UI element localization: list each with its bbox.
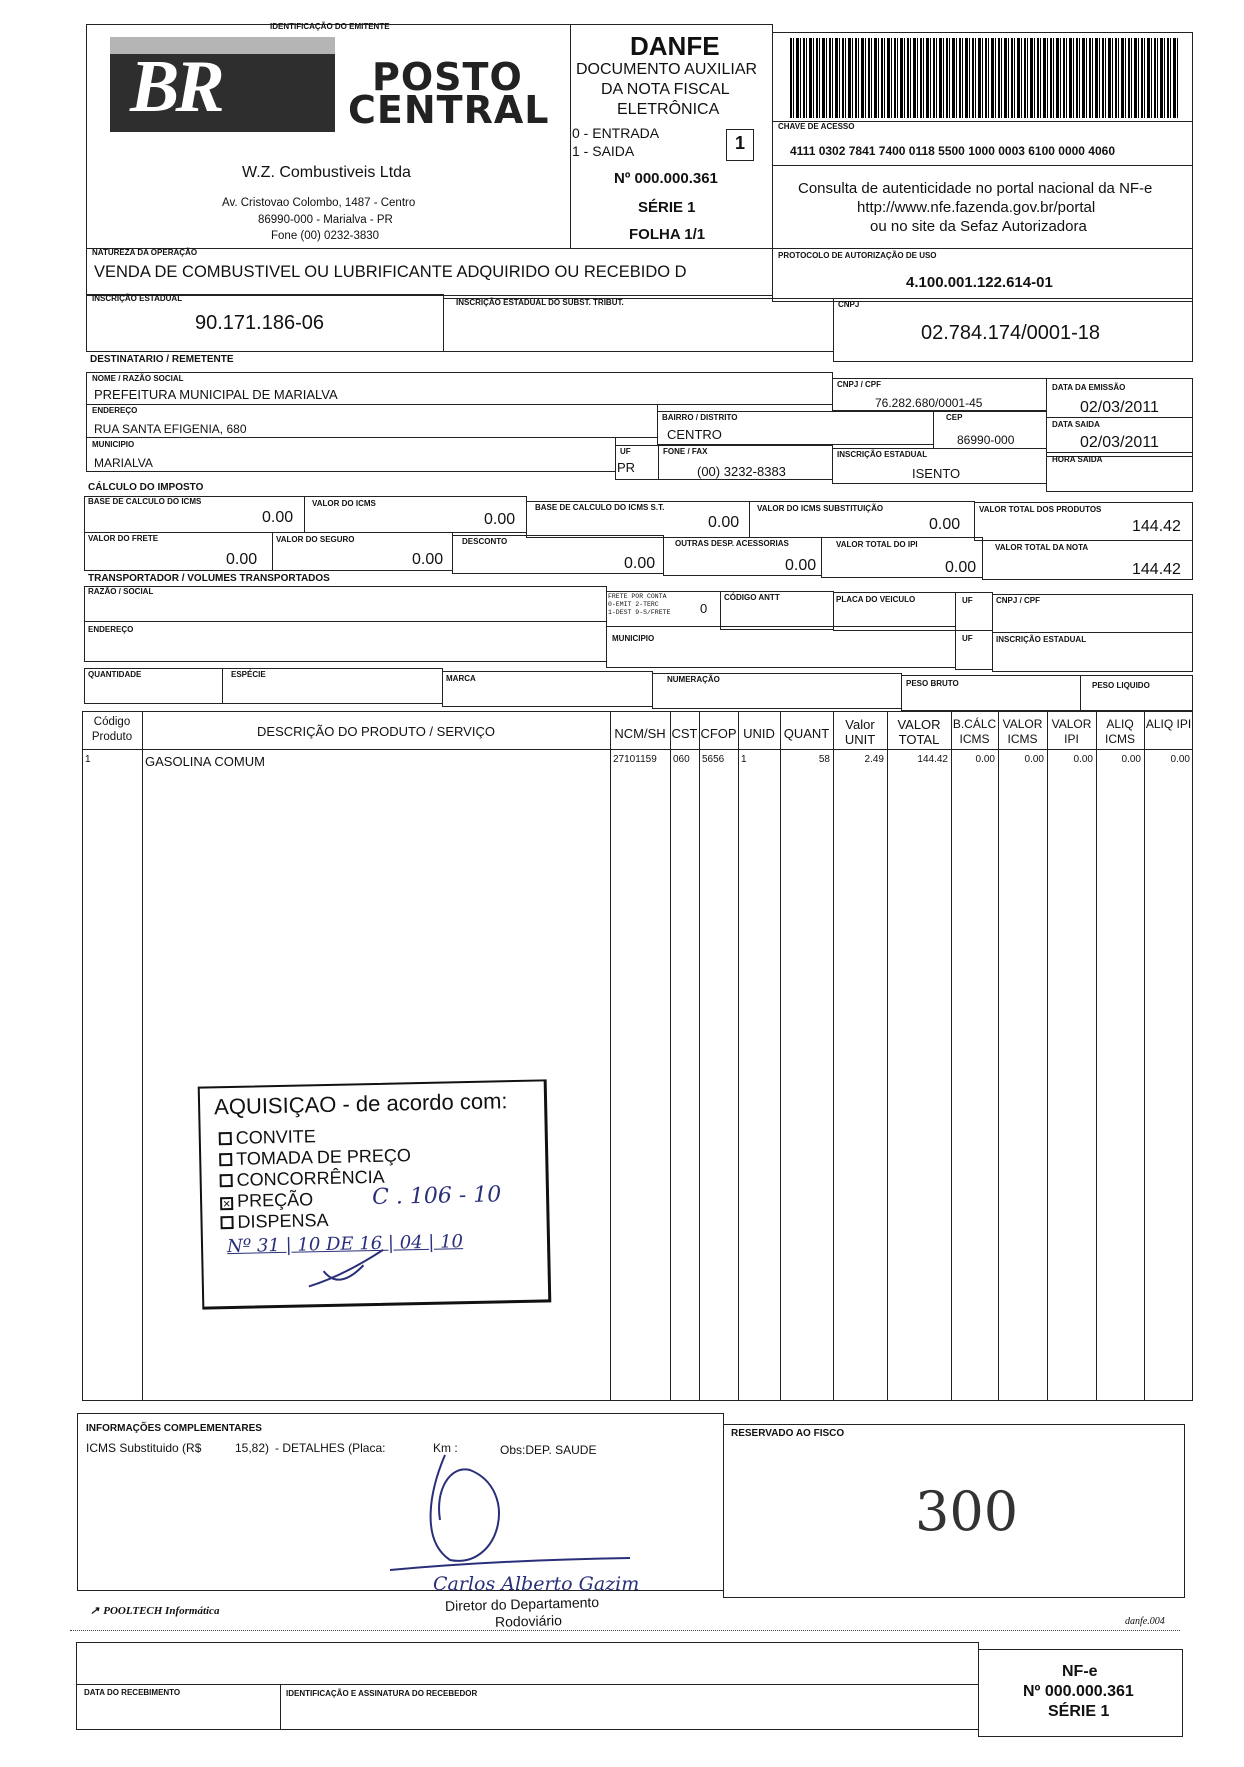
emitente-phone: Fone (00) 0232-3830 — [271, 230, 380, 242]
imposto-desconto: 0.00 — [624, 555, 656, 572]
transp-frete-value: 0 — [700, 601, 708, 616]
produtos-col-divider — [142, 711, 143, 1401]
natureza-label: NATUREZA DA OPERAÇÃO — [92, 248, 198, 257]
dest-municipio-box — [86, 437, 616, 472]
transp-razao-label: RAZÃO / SOCIAL — [88, 587, 154, 596]
produtos-col-divider — [610, 711, 611, 1401]
produtos-cell-valor-total: 144.42 — [917, 754, 948, 765]
transp-uf2-label: UF — [962, 634, 973, 643]
transp-qtd-label: QUANTIDADE — [88, 670, 142, 679]
produtos-header-cst: CST — [671, 726, 698, 741]
footer-nfe: NF-e — [1062, 1663, 1098, 1680]
dest-saida-label: DATA SAIDA — [1052, 420, 1100, 429]
stamp-signature-scribble — [303, 1245, 394, 1297]
transp-endereco-box — [84, 621, 607, 662]
danfe-tipo: 1 — [735, 133, 746, 153]
imposto-st: 0.00 — [929, 516, 961, 533]
software-icon: ↗ — [90, 1605, 100, 1617]
produtos-col-divider — [738, 711, 739, 1401]
imposto-ipi-label: VALOR TOTAL DO IPI — [836, 540, 918, 549]
imposto-bc-icms-label: BASE DE CALCULO DO ICMS — [88, 497, 202, 506]
signature-name: Carlos Alberto Gazim — [433, 1573, 640, 1595]
transp-numeracao-label: NUMERAÇÃO — [667, 675, 720, 684]
transp-antt-label: CÓDIGO ANTT — [724, 593, 780, 602]
footer-serie: SÉRIE 1 — [1048, 1703, 1110, 1720]
produtos-header-valor-icms: VALOR ICMS — [1002, 717, 1043, 746]
checkbox-icon — [219, 1132, 232, 1145]
info-text1: ICMS Substituido (R$ — [86, 1441, 202, 1455]
stamp-numero-line: Nº 31 | 10 DE 16 | 04 | 10 — [226, 1231, 464, 1258]
transp-bruto-label: PESO BRUTO — [906, 679, 959, 688]
produtos-cell-descricao: GASOLINA COMUM — [145, 754, 265, 769]
barcode — [790, 38, 1180, 118]
produtos-cell-quant: 58 — [818, 754, 830, 765]
cnpj-emit-label: CNPJ — [838, 300, 860, 309]
dest-municipio-label: MUNICIPIO — [92, 440, 135, 449]
danfe-entrada: 0 - ENTRADA — [572, 125, 660, 141]
imposto-outras-label: OUTRAS DESP. ACESSORIAS — [675, 539, 789, 548]
produtos-cell-codigo: 1 — [85, 754, 91, 765]
danfe-numero: Nº 000.000.361 — [614, 170, 718, 187]
produtos-cell-cfop: 5656 — [702, 754, 725, 765]
imposto-total-prod-label: VALOR TOTAL DOS PRODUTOS — [979, 505, 1102, 514]
stamp-title: AQUISIÇAO - de acordo com: — [213, 1088, 508, 1120]
info-text2: 15,82) — [235, 1441, 270, 1455]
logo-line-central: CENTRAL — [348, 88, 550, 132]
produtos-cell-ncm: 27101159 — [613, 754, 657, 765]
danfe-serie: SÉRIE 1 — [638, 199, 696, 216]
checkbox-icon — [219, 1153, 232, 1166]
produtos-col-divider — [670, 711, 671, 1401]
emitente-name: W.Z. Combustiveis Ltda — [242, 164, 411, 181]
cut-line — [70, 1630, 1180, 1631]
dest-uf-label: UF — [620, 447, 631, 456]
stamp-option-label: TOMADA DE PREÇO — [236, 1145, 412, 1169]
imposto-total-nota-label: VALOR TOTAL DA NOTA — [995, 543, 1089, 552]
br-logo-mark: BR — [130, 46, 221, 128]
transportador-section: TRANSPORTADOR / VOLUMES TRANSPORTADOS — [88, 573, 330, 584]
transp-placa-label: PLACA DO VEICULO — [836, 595, 916, 604]
produtos-header-ncm: NCM/SH — [614, 726, 666, 741]
natureza-value: VENDA DE COMBUSTIVEL OU LUBRIFICANTE ADQUIRIDO OU RECEBIDO D — [94, 263, 687, 281]
stamp-option-label: DISPENSA — [237, 1209, 329, 1232]
transp-frete-l2: 0-EMIT 2-TERC — [608, 601, 659, 608]
info-text4: Km : — [433, 1441, 458, 1455]
info-label: INFORMAÇÕES COMPLEMENTARES — [86, 1423, 262, 1434]
danfe-title: DANFE — [630, 31, 720, 61]
footer-code: danfe.004 — [1125, 1616, 1165, 1627]
imposto-icms: 0.00 — [484, 511, 516, 528]
chave-label: CHAVE DE ACESSO — [778, 122, 855, 131]
stamp-list — [219, 1124, 413, 1233]
produtos-col-divider — [951, 711, 952, 1401]
checkbox-icon — [220, 1216, 233, 1229]
transp-frete-l1: FRETE POR CONTA — [608, 593, 667, 600]
produtos-header-codigo: Código Produto — [91, 716, 133, 743]
ie-st-label: INSCRIÇÃO ESTADUAL DO SUBST. TRIBUT. — [456, 298, 624, 307]
transp-frete-l3: 1-DEST 9-S/FRETE — [608, 609, 671, 616]
signature-title1: Diretor do Departamento — [444, 1593, 600, 1615]
logo-line-posto: POSTO — [372, 55, 523, 99]
produtos-col-divider — [699, 711, 700, 1401]
dest-emissao: 02/03/2011 — [1080, 399, 1159, 416]
consulta-line1: Consulta de autenticidade no portal nacional da NF-e — [798, 180, 1153, 197]
transp-liquido-label: PESO LIQUIDO — [1092, 681, 1150, 690]
produtos-header-aliq-ipi: ALIQ IPI — [1145, 717, 1192, 731]
produtos-cell-aliq-ipi: 0.00 — [1170, 754, 1190, 765]
produtos-cell-aliq-icms: 0.00 — [1121, 754, 1141, 765]
dest-bairro: CENTRO — [667, 427, 722, 442]
dest-hora-label: HORA SAIDA — [1052, 455, 1103, 464]
dest-cep-label: CEP — [946, 413, 963, 422]
protocolo-label: PROTOCOLO DE AUTORIZAÇÃO DE USO — [778, 251, 937, 260]
transp-razao-box — [84, 586, 607, 622]
ie-label: INSCRIÇÃO ESTADUAL — [92, 294, 183, 303]
fisco-handwritten-value: 300 — [915, 1480, 1019, 1543]
stamp-handwritten-ref: C . 106 - 10 — [371, 1182, 502, 1211]
consulta-line3: ou no site da Sefaz Autorizadora — [870, 218, 1087, 235]
imposto-frete: 0.00 — [226, 551, 258, 568]
produtos-header-valor-total: VALOR TOTAL — [897, 717, 941, 747]
danfe-subtitle3: ELETRÔNICA — [617, 101, 720, 118]
produtos-col-divider — [887, 711, 888, 1401]
signature-title2: Rodoviário — [494, 1612, 563, 1630]
dest-cnpj-label: CNPJ / CPF — [837, 380, 882, 389]
imposto-desconto-label: DESCONTO — [462, 537, 508, 546]
transp-municipio-box — [606, 626, 956, 668]
danfe-saida: 1 - SAIDA — [572, 143, 635, 159]
imposto-bc-st-label: BASE DE CALCULO DO ICMS S.T. — [535, 503, 665, 512]
protocolo-value: 4.100.001.122.614-01 — [906, 274, 1053, 291]
checkbox-icon — [220, 1174, 233, 1187]
imposto-ipi: 0.00 — [945, 559, 977, 576]
dest-municipio: MARIALVA — [94, 456, 153, 470]
destinatario-section: DESTINATARIO / REMETENTE — [90, 354, 234, 365]
info-text5: Obs:DEP. SAUDE — [500, 1443, 597, 1457]
transp-marca-label: MARCA — [446, 674, 476, 683]
produtos-col-divider — [1047, 711, 1048, 1401]
transp-endereco-label: ENDEREÇO — [88, 625, 134, 634]
dest-fone-label: FONE / FAX — [663, 447, 708, 456]
aquisicao-stamp — [198, 1079, 552, 1309]
recebimento-top-box — [76, 1642, 979, 1685]
dest-ie-label: INSCRIÇÃO ESTADUAL — [837, 450, 928, 459]
cnpj-emit-value: 02.784.174/0001-18 — [921, 322, 1101, 344]
produtos-header-valor-unit: Valor UNIT — [844, 717, 876, 747]
dest-cnpj: 76.282.680/0001-45 — [875, 396, 983, 410]
danfe-subtitle2: DA NOTA FISCAL — [601, 81, 730, 98]
emitente-label: IDENTIFICAÇÃO DO EMITENTE — [270, 22, 390, 31]
produtos-col-divider — [780, 711, 781, 1401]
emitente-address2: 86990-000 - Marialva - PR — [258, 214, 393, 226]
transp-uf2-box — [955, 630, 993, 670]
danfe-folha: FOLHA 1/1 — [629, 226, 706, 243]
imposto-seguro: 0.00 — [412, 551, 444, 568]
imposto-total-prod: 144.42 — [1132, 518, 1181, 535]
checked-box-icon: × — [220, 1197, 233, 1210]
transp-uf-label: UF — [962, 596, 973, 605]
br-logo — [110, 37, 335, 132]
imposto-bc-st: 0.00 — [708, 514, 740, 531]
consulta-line2: http://www.nfe.fazenda.gov.br/portal — [857, 199, 1096, 216]
produtos-col-divider — [998, 711, 999, 1401]
transp-cnpj-label: CNPJ / CPF — [996, 596, 1041, 605]
emitente-address1: Av. Cristovao Colombo, 1487 - Centro — [222, 197, 416, 209]
recebimento-data-label: DATA DO RECEBIMENTO — [84, 1688, 181, 1697]
transp-municipio-label: MUNICIPIO — [612, 634, 655, 643]
dest-nome: PREFEITURA MUNICIPAL DE MARIALVA — [94, 387, 338, 402]
transp-especie-label: ESPÉCIE — [231, 670, 266, 679]
produtos-col-divider — [1144, 711, 1145, 1401]
transp-ie-label: INSCRIÇÃO ESTADUAL — [996, 635, 1087, 644]
dest-uf: PR — [617, 460, 636, 475]
produtos-header-bc-icms: B.CÁLC ICMS — [952, 717, 997, 746]
imposto-bc-icms: 0.00 — [262, 509, 294, 526]
produtos-header-unid: UNID — [743, 726, 775, 741]
dest-ie: ISENTO — [912, 466, 961, 481]
produtos-cell-valor-ipi: 0.00 — [1073, 754, 1093, 765]
fisco-label: RESERVADO AO FISCO — [731, 1428, 845, 1439]
software-name: POOLTECH Informática — [103, 1605, 220, 1617]
produtos-col-divider — [1096, 711, 1097, 1401]
chave-value: 4111 0302 7841 7400 0118 5500 1000 0003 6100 0000 4060 — [790, 144, 1116, 158]
produtos-cell-bc-icms: 0.00 — [975, 754, 995, 765]
produtos-header-cfop: CFOP — [700, 726, 737, 741]
produtos-header-quant: QUANT — [783, 726, 830, 741]
produtos-cell-unid: 1 — [741, 754, 747, 765]
imposto-outras: 0.00 — [785, 557, 817, 574]
stamp-option — [220, 1208, 412, 1233]
dest-endereco-label: ENDEREÇO — [92, 406, 138, 415]
imposto-frete-label: VALOR DO FRETE — [88, 534, 159, 543]
imposto-st-label: VALOR DO ICMS SUBSTITUIÇÃO — [757, 504, 884, 513]
imposto-total-nota: 144.42 — [1132, 561, 1181, 578]
dest-saida: 02/03/2011 — [1080, 434, 1159, 451]
dest-bairro-label: BAIRRO / DISTRITO — [662, 413, 738, 422]
transp-uf-box — [955, 592, 993, 631]
produtos-col-divider — [833, 711, 834, 1401]
produtos-header-divider — [82, 749, 1193, 750]
software-credit — [90, 1604, 219, 1617]
produtos-cell-valor-unit: 2.49 — [864, 754, 884, 765]
recebimento-assinatura-label: IDENTIFICAÇÃO E ASSINATURA DO RECEBEDOR — [286, 1689, 478, 1698]
stamp-option-label: CONVITE — [235, 1126, 316, 1148]
dest-cep: 86990-000 — [957, 433, 1015, 447]
produtos-header-valor-ipi: VALOR IPI — [1051, 717, 1092, 746]
imposto-seguro-label: VALOR DO SEGURO — [276, 535, 355, 544]
imposto-icms-label: VALOR DO ICMS — [312, 499, 376, 508]
signature-scribble — [380, 1450, 640, 1580]
produtos-cell-valor-icms: 0.00 — [1024, 754, 1044, 765]
dest-fone: (00) 3232-8383 — [697, 464, 786, 479]
footer-numero: Nº 000.000.361 — [1023, 1683, 1134, 1700]
transp-frete-legend — [608, 593, 670, 617]
dest-nome-label: NOME / RAZÃO SOCIAL — [92, 374, 184, 383]
produtos-header-aliq-icms: ALIQ ICMS — [1105, 717, 1135, 746]
dest-endereco: RUA SANTA EFIGENIA, 680 — [94, 422, 247, 436]
info-text3: - DETALHES (Placa: — [275, 1441, 386, 1455]
imposto-section: CÁLCULO DO IMPOSTO — [88, 482, 204, 493]
produtos-header-descricao: DESCRIÇÃO DO PRODUTO / SERVIÇO — [257, 724, 495, 739]
danfe-subtitle1: DOCUMENTO AUXILIAR — [576, 61, 758, 78]
dest-emissao-label: DATA DA EMISSÃO — [1052, 383, 1126, 392]
ie-value: 90.171.186-06 — [195, 312, 325, 334]
produtos-cell-cst: 060 — [673, 754, 690, 765]
stamp-option-label: PREÇÃO — [236, 1189, 314, 1211]
stamp-option-label: CONCORRÊNCIA — [236, 1166, 385, 1190]
